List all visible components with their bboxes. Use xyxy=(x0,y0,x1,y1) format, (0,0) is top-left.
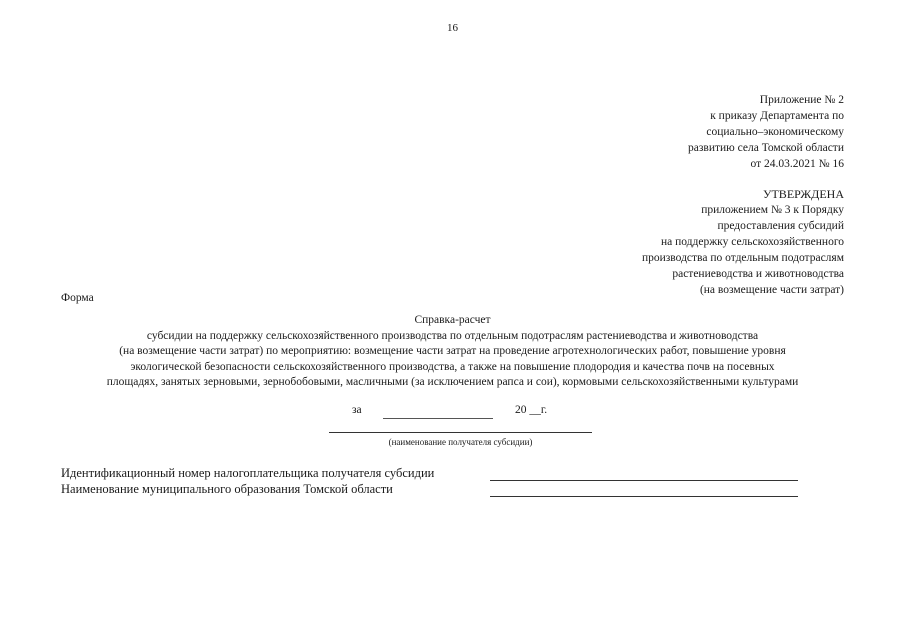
period-year: 20 __г. xyxy=(515,404,548,416)
appendix-line: развитию села Томской области xyxy=(688,142,844,154)
recipient-caption: (наименование получателя субсидии) xyxy=(388,437,533,447)
calculation-title: Справка-расчет xyxy=(414,314,491,326)
municipality-label: Наименование муниципального образования Томской области xyxy=(61,482,393,496)
appendix-line: к приказу Департамента по xyxy=(710,110,844,122)
page-number: 16 xyxy=(447,22,458,34)
approved-line: предоставления субсидий xyxy=(717,220,844,232)
approved-line: на поддержку сельскохозяйственного xyxy=(660,236,844,248)
calculation-line: (на возмещение части затрат) по мероприятию: возмещение части затрат на проведение агротехнологических работ, повышение уровня xyxy=(119,345,786,357)
period-prefix: за xyxy=(352,404,362,416)
municipality-field[interactable] xyxy=(490,496,798,497)
approved-title: УТВЕРЖДЕНА xyxy=(762,187,844,201)
calculation-heading xyxy=(40,313,865,391)
form-label: Форма xyxy=(61,292,94,304)
approved-line: (на возмещение части затрат) xyxy=(699,284,844,296)
period-blank-field[interactable] xyxy=(383,418,493,419)
approved-line: приложением № 3 к Порядку xyxy=(701,204,844,216)
recipient-name-field[interactable] xyxy=(329,432,592,433)
appendix-block xyxy=(688,92,844,172)
calculation-line: площадях, занятых зерновыми, зернобобовыми, масличными (за исключением рапса и сои), кормовыми сельскохозяйственными культурами xyxy=(106,376,799,388)
inn-label: Идентификационный номер налогоплательщика получателя субсидии xyxy=(61,466,435,480)
calculation-line: субсидии на поддержку сельскохозяйственного производства по отдельным подотраслям растениеводства и животноводства xyxy=(146,329,759,342)
calculation-line: экологической безопасности сельскохозяйственного производства, а также на повышение плодородия и качества почв на посевных xyxy=(130,360,775,373)
appendix-line: Приложение № 2 xyxy=(759,94,844,106)
approved-line: растениеводства и животноводства xyxy=(672,268,844,280)
appendix-line: социально–экономическому xyxy=(706,126,844,138)
appendix-line: от 24.03.2021 № 16 xyxy=(750,158,844,170)
approved-block xyxy=(642,186,844,298)
approved-line: производства по отдельным подотраслям xyxy=(641,252,844,264)
inn-field[interactable] xyxy=(490,480,798,481)
